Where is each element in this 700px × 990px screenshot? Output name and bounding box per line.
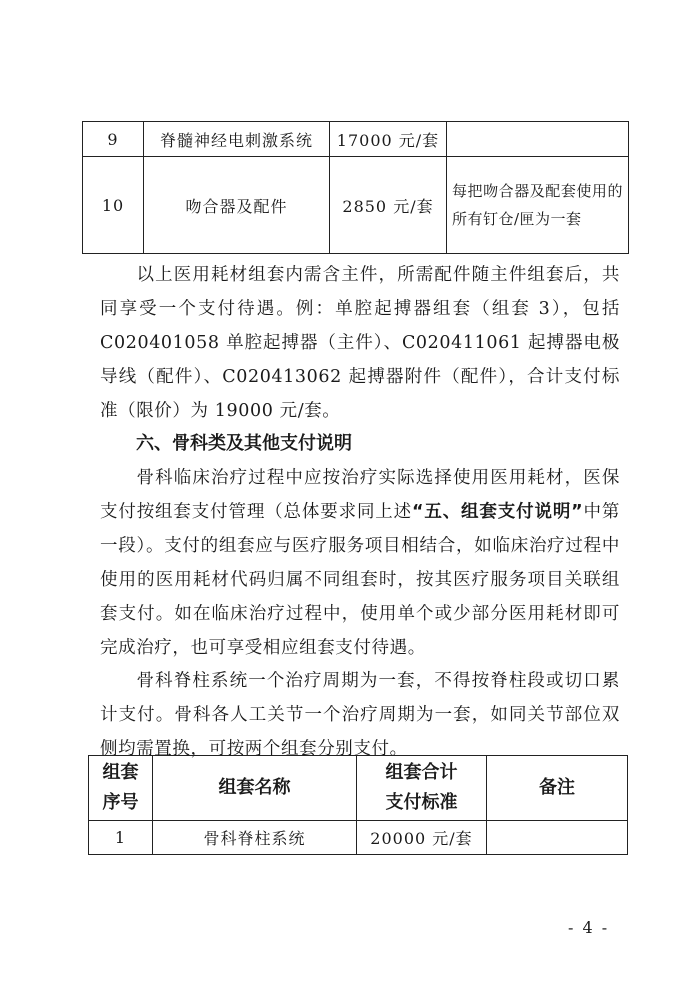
row-number: 9 [83,122,144,157]
header-note: 备注 [487,756,628,821]
paragraph-accessory-rule: 以上医用耗材组套内需含主件，所需配件随主件组套后，共同享受一个支付待遇。例：单腔起搏器组套（组套 3），包括 C020401058 单腔起搏器（主件）、C020411061 起搏器电极导线（配件）、C020413062 起搏器附件（配件），合计支付标准（限价）为 19000 元/套。 [100,265,620,421]
paragraph-orthopedics: 骨科临床治疗过程中应按治疗实际选择使用医用耗材，医保支付按组套支付管理（总体要求同上述“五、组套支付说明”中第一段）。支付的组套应与医疗服务项目相结合，如临床治疗过程中使用的医用耗材代码归属不同组套时，按其医疗服务项目关联组套支付。如在临床治疗过程中，使用单个或少部分医用耗材即可完成治疗，也可享受相应组套支付待遇。 [100,468,620,658]
bold-reference: “五、组套支付说明” [412,502,584,522]
table-header-row [89,756,628,821]
section-heading: 六、骨科类及其他支付说明 [136,433,352,454]
consumables-table-continued [82,121,629,254]
header-set-number: 组套 序号 [89,756,153,821]
page-number: - 4 - [568,918,610,937]
set-price: 2850 元/套 [330,157,447,254]
set-note: 每把吻合器及配套使用的所有钉仓/匣为一套 [447,157,629,254]
set-name: 骨科脊柱系统 [153,821,357,855]
paragraph-spine-joint: 骨科脊柱系统一个治疗周期为一套，不得按脊柱段或切口累计支付。骨科各人工关节一个治疗周期为一套，如同关节部位双侧均需置换，可按两个组套分别支付。 [100,671,620,759]
set-note [447,122,629,157]
set-price: 17000 元/套 [330,122,447,157]
set-name: 脊髓神经电刺激系统 [144,122,330,157]
table-row [83,122,629,157]
row-number: 10 [83,157,144,254]
set-price: 20000 元/套 [357,821,487,855]
orthopedic-sets-table [88,755,628,855]
table-row [89,821,628,855]
header-set-price: 组套合计 支付标准 [357,756,487,821]
set-note [487,821,628,855]
table-row [83,157,629,254]
header-set-name: 组套名称 [153,756,357,821]
row-number: 1 [89,821,153,855]
set-name: 吻合器及配件 [144,157,330,254]
